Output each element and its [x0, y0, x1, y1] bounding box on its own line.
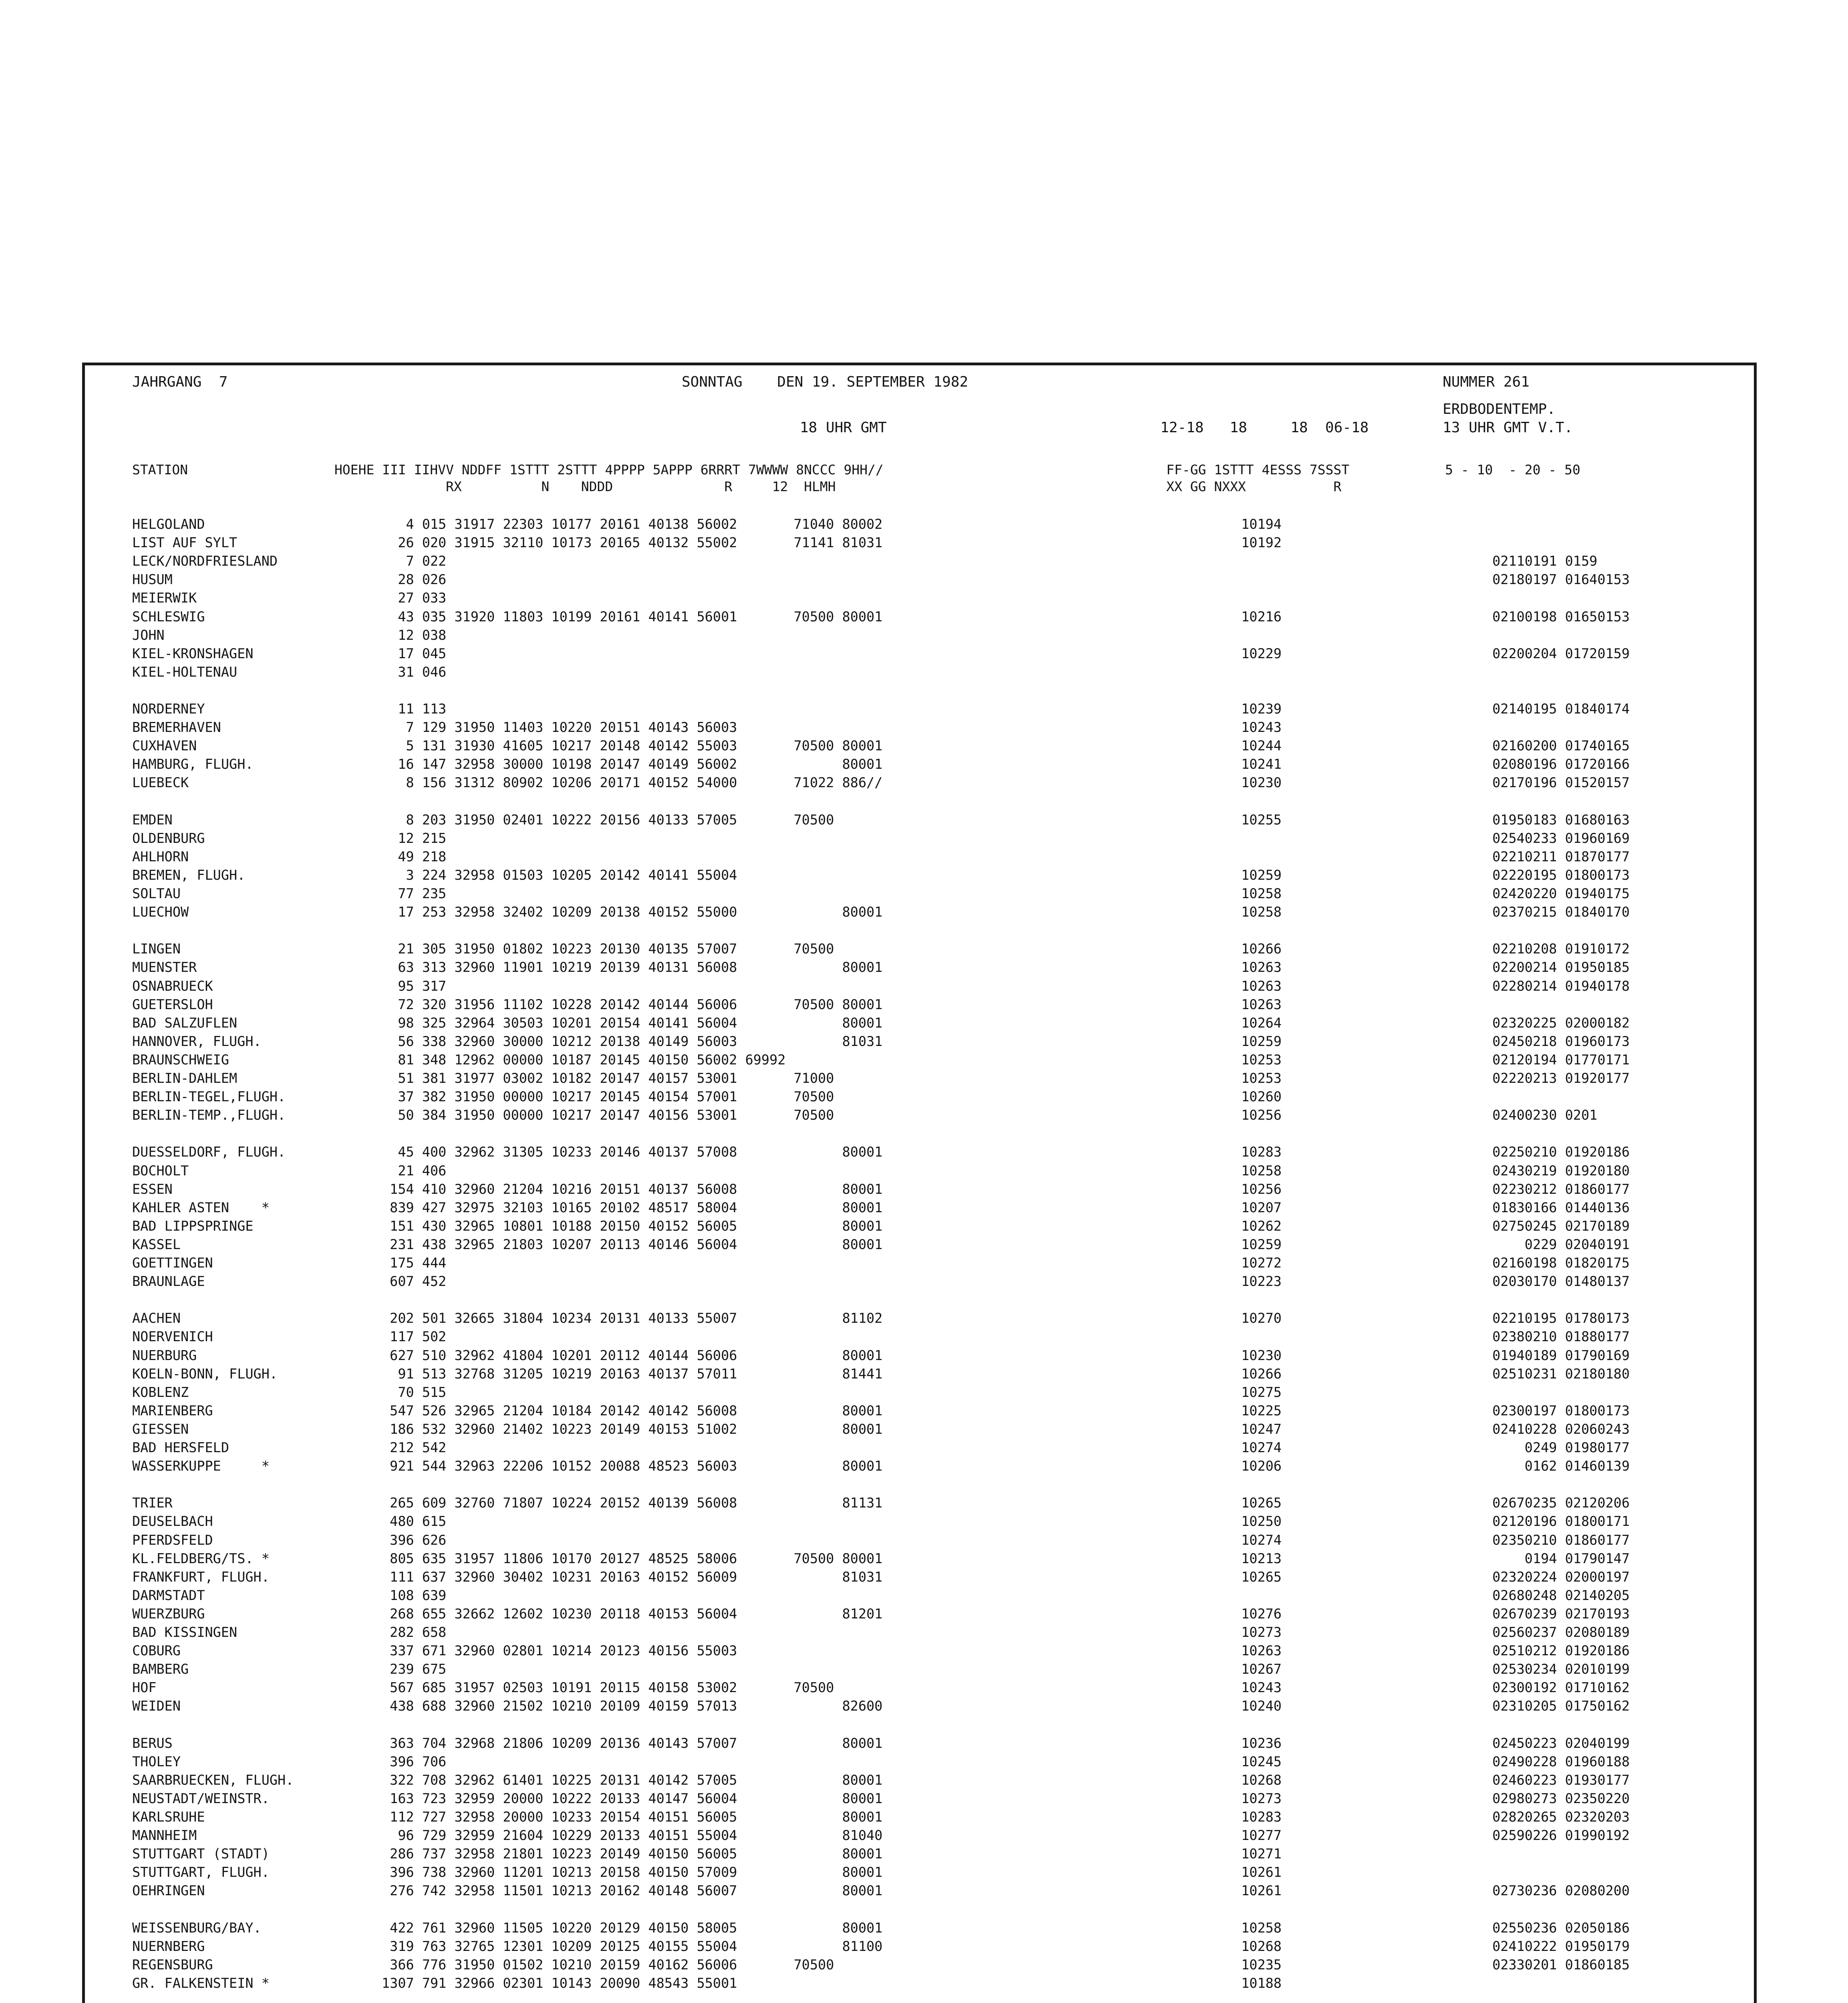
col-header-right-2: XX GG NXXX R [1166, 479, 1342, 494]
obs-data: 95 317 [382, 978, 447, 994]
period-data: 10277 [1193, 1828, 1282, 1844]
soil-temp-data: 02590226 01990192 [1492, 1828, 1630, 1844]
date-label: SONNTAG DEN 19. SEPTEMBER 1982 [682, 374, 968, 390]
period-data: 10194 [1193, 516, 1282, 532]
station-name: KOBLENZ [132, 1384, 189, 1400]
period-data: 10256 [1193, 1107, 1282, 1123]
period-data: 10244 [1193, 738, 1282, 754]
soil-temp-data: 02210211 01870177 [1492, 848, 1630, 864]
soil-temp-data: 02210195 01780173 [1492, 1310, 1630, 1326]
period-label: 12-18 18 18 06-18 [1160, 419, 1369, 436]
period-data: 10240 [1193, 1698, 1282, 1714]
obs-data: 607 452 [382, 1274, 447, 1290]
obs-data: 17 045 [382, 645, 447, 661]
station-name: MARIENBERG [132, 1403, 213, 1419]
obs-data: 112 727 32958 20000 10233 20154 40151 56005 80001 [382, 1809, 883, 1825]
soil-temp-data: 02450218 01960173 [1492, 1033, 1630, 1049]
obs-data: 7 129 31950 11403 10220 20151 40143 56003 [382, 719, 737, 736]
period-data: 10273 [1193, 1790, 1282, 1806]
soil-temp-data: 02140195 01840174 [1492, 701, 1630, 717]
station-name: ESSEN [132, 1181, 173, 1197]
station-name: AACHEN [132, 1310, 181, 1326]
station-name: COBURG [132, 1643, 181, 1659]
period-data: 10213 [1193, 1550, 1282, 1566]
obs-data: 186 532 32960 21402 10223 20149 40153 51002 80001 [382, 1421, 883, 1437]
station-name: MEIERWIK [132, 590, 197, 606]
soil-temp-data: 02510212 01920186 [1492, 1643, 1630, 1659]
soil-temp-data: 02120194 01770171 [1492, 1052, 1630, 1068]
soil-temp-data: 02820265 02320203 [1492, 1809, 1630, 1825]
obs-data: 627 510 32962 41804 10201 20112 40144 56006 80001 [382, 1347, 883, 1363]
soil-temp-data: 02320225 02000182 [1492, 1015, 1630, 1031]
station-name: BRAUNSCHWEIG [132, 1052, 229, 1068]
station-name: BAD HERSFELD [132, 1440, 229, 1455]
station-name: NORDERNEY [132, 701, 205, 717]
obs-data: 396 738 32960 11201 10213 20158 40150 57009 80001 [382, 1864, 883, 1880]
station-name: LUECHOW [132, 904, 189, 920]
obs-data: 8 203 31950 02401 10222 20156 40133 57005 70500 [382, 812, 834, 828]
obs-data: 396 706 [382, 1753, 447, 1769]
soil-temp-data: 02030170 01480137 [1492, 1274, 1630, 1290]
soil-temp-data: 02750245 02170189 [1492, 1218, 1630, 1234]
obs-data: 322 708 32962 61401 10225 20131 40142 57005 80001 [382, 1772, 883, 1788]
soil-temp-data: 02220195 01800173 [1492, 867, 1630, 883]
soil-temp-data: 02280214 01940178 [1492, 978, 1630, 994]
period-data: 10243 [1193, 719, 1282, 736]
station-name: KASSEL [132, 1236, 181, 1252]
period-data: 10263 [1193, 959, 1282, 975]
obs-data: 363 704 32968 21806 10209 20136 40143 57007 80001 [382, 1735, 883, 1751]
soil-temp-data: 0162 01460139 [1492, 1458, 1630, 1474]
station-name: DUESSELDORF, FLUGH. [132, 1144, 286, 1160]
obs-data: 5 131 31930 41605 10217 20148 40142 55003 70500 80001 [382, 738, 883, 754]
period-data: 10272 [1193, 1255, 1282, 1271]
station-name: REGENSBURG [132, 1957, 213, 1973]
station-name: GUETERSLOH [132, 996, 213, 1012]
obs-data: 11 113 [382, 701, 447, 717]
soil-temp-data: 02220213 01920177 [1492, 1070, 1630, 1086]
soil-temp-data: 02460223 01930177 [1492, 1772, 1630, 1788]
station-name: CUXHAVEN [132, 738, 197, 754]
period-data: 10259 [1193, 1033, 1282, 1049]
period-data: 10253 [1193, 1070, 1282, 1086]
soil-temp-data: 02730236 02080200 [1492, 1883, 1630, 1899]
report-sheet [82, 363, 1757, 2003]
col-header-soil: 5 - 10 - 20 - 50 [1445, 462, 1580, 478]
period-data: 10250 [1193, 1513, 1282, 1529]
obs-data: 286 737 32958 21801 10223 20149 40150 56005 80001 [382, 1846, 883, 1862]
period-data: 10188 [1193, 1975, 1282, 1991]
soil-temp-data: 02670235 02120206 [1492, 1495, 1630, 1511]
soil-temp-data: 02110191 0159 [1492, 553, 1598, 569]
period-data: 10192 [1193, 535, 1282, 551]
station-name: SCHLESWIG [132, 609, 205, 625]
obs-data: 265 609 32760 71807 10224 20152 40139 56008 81131 [382, 1495, 883, 1511]
obs-data: 16 147 32958 30000 10198 20147 40149 56002 80001 [382, 756, 883, 772]
soil-temp-title: ERDBODENTEMP. [1443, 401, 1556, 417]
station-name: HANNOVER, FLUGH. [132, 1033, 262, 1049]
period-data: 10225 [1193, 1403, 1282, 1419]
obs-data: 202 501 32665 31804 10234 20131 40133 55007 81102 [382, 1310, 883, 1326]
obs-data: 21 406 [382, 1163, 447, 1179]
obs-data: 8 156 31312 80902 10206 20171 40152 54000 71022 886// [382, 775, 883, 791]
period-data: 10259 [1193, 1236, 1282, 1252]
station-name: KL.FELDBERG/TS. * [132, 1550, 270, 1566]
obs-data: 27 033 [382, 590, 447, 606]
volume-label: JAHRGANG 7 [132, 374, 228, 390]
col-header-station: STATION [132, 462, 188, 478]
soil-temp-data: 02430219 01920180 [1492, 1163, 1630, 1179]
soil-temp-data: 02080196 01720166 [1492, 756, 1630, 772]
station-name: BAD LIPPSPRINGE [132, 1218, 254, 1234]
soil-temp-data: 02350210 01860177 [1492, 1532, 1630, 1548]
soil-temp-data: 02550236 02050186 [1492, 1920, 1630, 1936]
obs-data: 12 038 [382, 627, 447, 643]
period-data: 10258 [1193, 1920, 1282, 1936]
station-name: EMDEN [132, 812, 173, 828]
station-name: BAMBERG [132, 1661, 189, 1677]
obs-data: 1307 791 32966 02301 10143 20090 48543 55001 [382, 1975, 737, 1991]
col-header-main-2: RX N NDDD R 12 HLMH [334, 479, 836, 494]
obs-data: 56 338 32960 30000 10212 20138 40149 56003 81031 [382, 1033, 883, 1049]
period-data: 10236 [1193, 1735, 1282, 1751]
station-name: NUERBURG [132, 1347, 197, 1363]
station-name: HAMBURG, FLUGH. [132, 756, 254, 772]
period-data: 10253 [1193, 1052, 1282, 1068]
period-data: 10230 [1193, 1347, 1282, 1363]
soil-temp-data: 02230212 01860177 [1492, 1181, 1630, 1197]
obs-data: 276 742 32958 11501 10213 20162 40148 56007 80001 [382, 1883, 883, 1899]
station-name: NOERVENICH [132, 1329, 213, 1345]
obs-data: 547 526 32965 21204 10184 20142 40142 56008 80001 [382, 1403, 883, 1419]
soil-temp-data: 02250210 01920186 [1492, 1144, 1630, 1160]
obs-data: 111 637 32960 30402 10231 20163 40152 56009 81031 [382, 1569, 883, 1585]
station-name: WEISSENBURG/BAY. [132, 1920, 262, 1936]
station-name: BERUS [132, 1735, 173, 1751]
period-data: 10223 [1193, 1274, 1282, 1290]
period-data: 10258 [1193, 886, 1282, 901]
station-name: LECK/NORDFRIESLAND [132, 553, 278, 569]
period-data: 10263 [1193, 996, 1282, 1012]
period-data: 10259 [1193, 867, 1282, 883]
soil-temp-data: 01950183 01680163 [1492, 812, 1630, 828]
station-name: WEIDEN [132, 1698, 181, 1714]
period-data: 10263 [1193, 1643, 1282, 1659]
issue-number: NUMMER 261 [1443, 374, 1530, 390]
station-name: KIEL-HOLTENAU [132, 664, 238, 680]
period-data: 10258 [1193, 1163, 1282, 1179]
station-name: WASSERKUPPE * [132, 1458, 270, 1474]
station-name: HUSUM [132, 572, 173, 588]
period-data: 10239 [1193, 701, 1282, 717]
soil-temp-data: 02320224 02000197 [1492, 1569, 1630, 1585]
period-data: 10275 [1193, 1384, 1282, 1400]
obs-data: 43 035 31920 11803 10199 20161 40141 56001 70500 80001 [382, 609, 883, 625]
soil-temp-data: 02180197 01640153 [1492, 572, 1630, 588]
station-name: GIESSEN [132, 1421, 189, 1437]
station-name: LIST AUF SYLT [132, 535, 238, 551]
station-name: BAD SALZUFLEN [132, 1015, 238, 1031]
soil-temp-data: 02120196 01800171 [1492, 1513, 1630, 1529]
period-data: 10263 [1193, 978, 1282, 994]
period-data: 10276 [1193, 1606, 1282, 1622]
period-data: 10258 [1193, 904, 1282, 920]
soil-temp-data: 02530234 02010199 [1492, 1661, 1630, 1677]
soil-temp-data: 0229 02040191 [1492, 1236, 1630, 1252]
col-header-main-1: HOEHE III IIHVV NDDFF 1STTT 2STTT 4PPPP 5APPP 6RRRT 7WWWW 8NCCC 9HH// [334, 462, 884, 478]
soil-temp-data: 02310205 01750162 [1492, 1698, 1630, 1714]
soil-temp-data: 02450223 02040199 [1492, 1735, 1630, 1751]
station-name: SOLTAU [132, 886, 181, 901]
soil-temp-data: 02420220 01940175 [1492, 886, 1630, 901]
soil-temp-data: 02540233 01960169 [1492, 830, 1630, 846]
soil-temp-data: 02200214 01950185 [1492, 959, 1630, 975]
station-name: LINGEN [132, 941, 181, 957]
period-data: 10283 [1193, 1809, 1282, 1825]
soil-temp-data: 02380210 01880177 [1492, 1329, 1630, 1345]
obs-data: 51 381 31977 03002 10182 20147 40157 53001 71000 [382, 1070, 834, 1086]
period-data: 10207 [1193, 1199, 1282, 1215]
obs-data: 480 615 [382, 1513, 447, 1529]
obs-data: 98 325 32964 30503 10201 20154 40141 56004 80001 [382, 1015, 883, 1031]
station-name: KAHLER ASTEN * [132, 1199, 270, 1215]
period-data: 10255 [1193, 812, 1282, 828]
soil-temp-data: 02330201 01860185 [1492, 1957, 1630, 1973]
obs-time-label: 18 UHR GMT [800, 419, 887, 436]
soil-temp-data: 02490228 01960188 [1492, 1753, 1630, 1769]
station-name: NUERNBERG [132, 1938, 205, 1954]
obs-data: 175 444 [382, 1255, 447, 1271]
station-name: BOCHOLT [132, 1163, 189, 1179]
soil-temp-data: 02160198 01820175 [1492, 1255, 1630, 1271]
soil-temp-data: 02170196 01520157 [1492, 775, 1630, 791]
obs-data: 239 675 [382, 1661, 447, 1677]
period-data: 10241 [1193, 756, 1282, 772]
col-header-right-1: FF-GG 1STTT 4ESSS 7SSST [1166, 462, 1349, 478]
obs-data: 319 763 32765 12301 10209 20125 40155 55004 81100 [382, 1938, 883, 1954]
obs-data: 151 430 32965 10801 10188 20150 40152 56005 80001 [382, 1218, 883, 1234]
period-data: 10230 [1193, 775, 1282, 791]
station-name: BREMEN, FLUGH. [132, 867, 246, 883]
station-name: SAARBRUECKEN, FLUGH. [132, 1772, 294, 1788]
station-name: HOF [132, 1680, 157, 1696]
station-name: OEHRINGEN [132, 1883, 205, 1899]
soil-temp-data: 01940189 01790169 [1492, 1347, 1630, 1363]
obs-data: 154 410 32960 21204 10216 20151 40137 56008 80001 [382, 1181, 883, 1197]
station-name: MUENSTER [132, 959, 197, 975]
soil-temp-data: 02670239 02170193 [1492, 1606, 1630, 1622]
station-name: BERLIN-DAHLEM [132, 1070, 238, 1086]
period-data: 10216 [1193, 609, 1282, 625]
obs-data: 337 671 32960 02801 10214 20123 40156 55003 [382, 1643, 737, 1659]
soil-temp-data: 02100198 01650153 [1492, 609, 1630, 625]
obs-data: 21 305 31950 01802 10223 20130 40135 57007 70500 [382, 941, 834, 957]
obs-data: 438 688 32960 21502 10210 20109 40159 57013 82600 [382, 1698, 883, 1714]
station-name: PFERDSFELD [132, 1532, 213, 1548]
station-name: WUERZBURG [132, 1606, 205, 1622]
obs-data: 839 427 32975 32103 10165 20102 48517 58004 80001 [382, 1199, 883, 1215]
station-name: STUTTGART (STADT) [132, 1846, 270, 1862]
period-data: 10256 [1193, 1181, 1282, 1197]
obs-data: 70 515 [382, 1384, 447, 1400]
station-name: DARMSTADT [132, 1587, 205, 1603]
station-name: GR. FALKENSTEIN * [132, 1975, 270, 1991]
period-data: 10271 [1193, 1846, 1282, 1862]
station-name: DEUSELBACH [132, 1513, 213, 1529]
station-name: JOHN [132, 627, 165, 643]
station-name: FRANKFURT, FLUGH. [132, 1569, 270, 1585]
obs-data: 72 320 31956 11102 10228 20142 40144 56006 70500 80001 [382, 996, 883, 1012]
soil-temp-data: 02370215 01840170 [1492, 904, 1630, 920]
station-name: KIEL-KRONSHAGEN [132, 645, 254, 661]
period-data: 10266 [1193, 941, 1282, 957]
period-data: 10262 [1193, 1218, 1282, 1234]
period-data: 10261 [1193, 1883, 1282, 1899]
soil-temp-data: 02300192 01710162 [1492, 1680, 1630, 1696]
obs-data: 50 384 31950 00000 10217 20147 40156 53001 70500 [382, 1107, 834, 1123]
obs-data: 17 253 32958 32402 10209 20138 40152 55000 80001 [382, 904, 883, 920]
obs-data: 163 723 32959 20000 10222 20133 40147 56004 80001 [382, 1790, 883, 1806]
period-data: 10270 [1193, 1310, 1282, 1326]
station-name: LUEBECK [132, 775, 189, 791]
period-data: 10266 [1193, 1366, 1282, 1382]
obs-data: 37 382 31950 00000 10217 20145 40154 57001 70500 [382, 1089, 834, 1105]
station-name: NEUSTADT/WEINSTR. [132, 1790, 270, 1806]
period-data: 10268 [1193, 1772, 1282, 1788]
period-data: 10274 [1193, 1440, 1282, 1455]
station-name: BRAUNLAGE [132, 1274, 205, 1290]
obs-data: 567 685 31957 02503 10191 20115 40158 53002 70500 [382, 1680, 834, 1696]
obs-data: 805 635 31957 11806 10170 20127 48525 58006 70500 80001 [382, 1550, 883, 1566]
obs-data: 231 438 32965 21803 10207 20113 40146 56004 80001 [382, 1236, 883, 1252]
soil-temp-data: 02680248 02140205 [1492, 1587, 1630, 1603]
station-name: THOLEY [132, 1753, 181, 1769]
obs-data: 117 502 [382, 1329, 447, 1345]
obs-data: 921 544 32963 22206 10152 20088 48523 56003 80001 [382, 1458, 883, 1474]
station-name: KARLSRUHE [132, 1809, 205, 1825]
obs-data: 45 400 32962 31305 10233 20146 40137 57008 80001 [382, 1144, 883, 1160]
station-name: TRIER [132, 1495, 173, 1511]
station-name: HELGOLAND [132, 516, 205, 532]
station-name: BERLIN-TEGEL,FLUGH. [132, 1089, 286, 1105]
soil-temp-data: 0194 01790147 [1492, 1550, 1630, 1566]
soil-temp-data: 01830166 01440136 [1492, 1199, 1630, 1215]
soil-temp-data: 02300197 01800173 [1492, 1403, 1630, 1419]
obs-data: 422 761 32960 11505 10220 20129 40150 58005 80001 [382, 1920, 883, 1936]
period-data: 10260 [1193, 1089, 1282, 1105]
obs-data: 28 026 [382, 572, 447, 588]
period-data: 10283 [1193, 1144, 1282, 1160]
obs-data: 366 776 31950 01502 10210 20159 40162 56006 70500 [382, 1957, 834, 1973]
station-name: KOELN-BONN, FLUGH. [132, 1366, 278, 1382]
station-name: STUTTGART, FLUGH. [132, 1864, 270, 1880]
obs-data: 268 655 32662 12602 10230 20118 40153 56004 81201 [382, 1606, 883, 1622]
period-data: 10274 [1193, 1532, 1282, 1548]
period-data: 10245 [1193, 1753, 1282, 1769]
station-name: OSNABRUECK [132, 978, 213, 994]
soil-temp-data: 02410228 02060243 [1492, 1421, 1630, 1437]
period-data: 10206 [1193, 1458, 1282, 1474]
soil-temp-data: 02510231 02180180 [1492, 1366, 1630, 1382]
obs-data: 282 658 [382, 1624, 447, 1640]
obs-data: 26 020 31915 32110 10173 20165 40132 55002 71141 81031 [382, 535, 883, 551]
period-data: 10247 [1193, 1421, 1282, 1437]
station-name: GOETTINGEN [132, 1255, 213, 1271]
soil-temp-data: 02400230 0201 [1492, 1107, 1598, 1123]
period-data: 10265 [1193, 1569, 1282, 1585]
obs-data: 396 626 [382, 1532, 447, 1548]
station-name: AHLHORN [132, 848, 189, 864]
station-name: MANNHEIM [132, 1828, 197, 1844]
obs-data: 4 015 31917 22303 10177 20161 40138 56002 71040 80002 [382, 516, 883, 532]
obs-data: 77 235 [382, 886, 447, 901]
soil-temp-data: 02200204 01720159 [1492, 645, 1630, 661]
soil-temp-data: 0249 01980177 [1492, 1440, 1630, 1455]
station-name: BREMERHAVEN [132, 719, 221, 736]
period-data: 10267 [1193, 1661, 1282, 1677]
period-data: 10268 [1193, 1938, 1282, 1954]
period-data: 10261 [1193, 1864, 1282, 1880]
period-data: 10265 [1193, 1495, 1282, 1511]
soil-temp-data: 02210208 01910172 [1492, 941, 1630, 957]
soil-temp-data: 02410222 01950179 [1492, 1938, 1630, 1954]
obs-data: 31 046 [382, 664, 447, 680]
period-data: 10264 [1193, 1015, 1282, 1031]
station-name: BAD KISSINGEN [132, 1624, 238, 1640]
station-name: BERLIN-TEMP.,FLUGH. [132, 1107, 286, 1123]
period-data: 10243 [1193, 1680, 1282, 1696]
obs-data: 81 348 12962 00000 10187 20145 40150 56002 69992 [382, 1052, 786, 1068]
station-name: OLDENBURG [132, 830, 205, 846]
period-data: 10235 [1193, 1957, 1282, 1973]
soil-temp-time: 13 UHR GMT V.T. [1443, 419, 1573, 436]
soil-temp-data: 02160200 01740165 [1492, 738, 1630, 754]
period-data: 10229 [1193, 645, 1282, 661]
obs-data: 108 639 [382, 1587, 447, 1603]
soil-temp-data: 02980273 02350220 [1492, 1790, 1630, 1806]
period-data: 10273 [1193, 1624, 1282, 1640]
obs-data: 3 224 32958 01503 10205 20142 40141 55004 [382, 867, 737, 883]
obs-data: 63 313 32960 11901 10219 20139 40131 56008 80001 [382, 959, 883, 975]
obs-data: 91 513 32768 31205 10219 20163 40137 57011 81441 [382, 1366, 883, 1382]
obs-data: 212 542 [382, 1440, 447, 1455]
obs-data: 96 729 32959 21604 10229 20133 40151 55004 81040 [382, 1828, 883, 1844]
obs-data: 49 218 [382, 848, 447, 864]
soil-temp-data: 02560237 02080189 [1492, 1624, 1630, 1640]
obs-data: 7 022 [382, 553, 447, 569]
obs-data: 12 215 [382, 830, 447, 846]
